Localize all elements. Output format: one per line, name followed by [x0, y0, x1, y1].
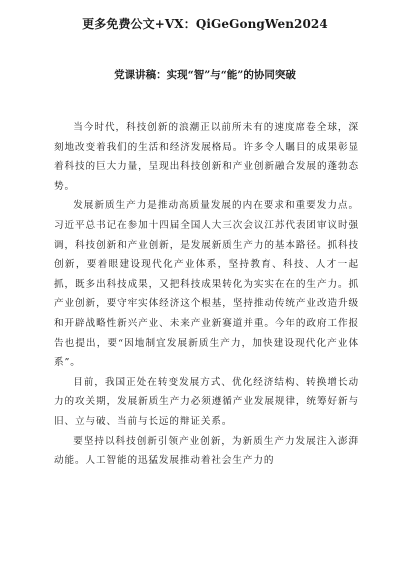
- promo-header: 更多免费公文+VX：QiGeGongWen2024: [82, 17, 328, 31]
- paragraph: 发展新质生产力是推动高质量发展的内在要求和重要发力点。习近平总书记在参加十四届全国人大三次会议江苏代表团审议时强调，科技创新和产业创新，是发展新质生产力的基本路径。抓科技创新，要着眼建设现代化产业体系，坚持教育、科技、人才一起抓，既多出科技成果，又把科技成果转化为实实在在的生产力。抓产业创新，要守牢实体经济这个根基，坚持推动传统产业改造升级和开辟战略性新兴产业、未来产业新赛道并重。今年的政府工作报告也提出，要“因地制宜发展新质生产力，加快建设现代化产业体系”。: [54, 200, 359, 369]
- paragraph: 要坚持以科技创新引领产业创新，为新质生产力发展注入澎湃动能。人工智能的迅猛发展推动着社会生产力的: [54, 435, 359, 467]
- document-title: 党课讲稿：实现“智”与“能”的协同突破: [114, 69, 296, 81]
- paragraph: 当今时代，科技创新的浪潮正以前所未有的速度席卷全球，深刻地改变着我们的生活和经济发展格局。许多令人瞩目的成果彰显着科技的巨大力量，呈现出科技创新和产业创新融合发展的蓬勃态势。: [54, 122, 359, 192]
- paragraph: 目前，我国正处在转变发展方式、优化经济结构、转换增长动力的攻关期，发展新质生产力必须遵循产业发展规律，统筹好新与旧、立与破、当前与长远的辩证关系。: [54, 376, 359, 427]
- document-body: [54, 118, 359, 471]
